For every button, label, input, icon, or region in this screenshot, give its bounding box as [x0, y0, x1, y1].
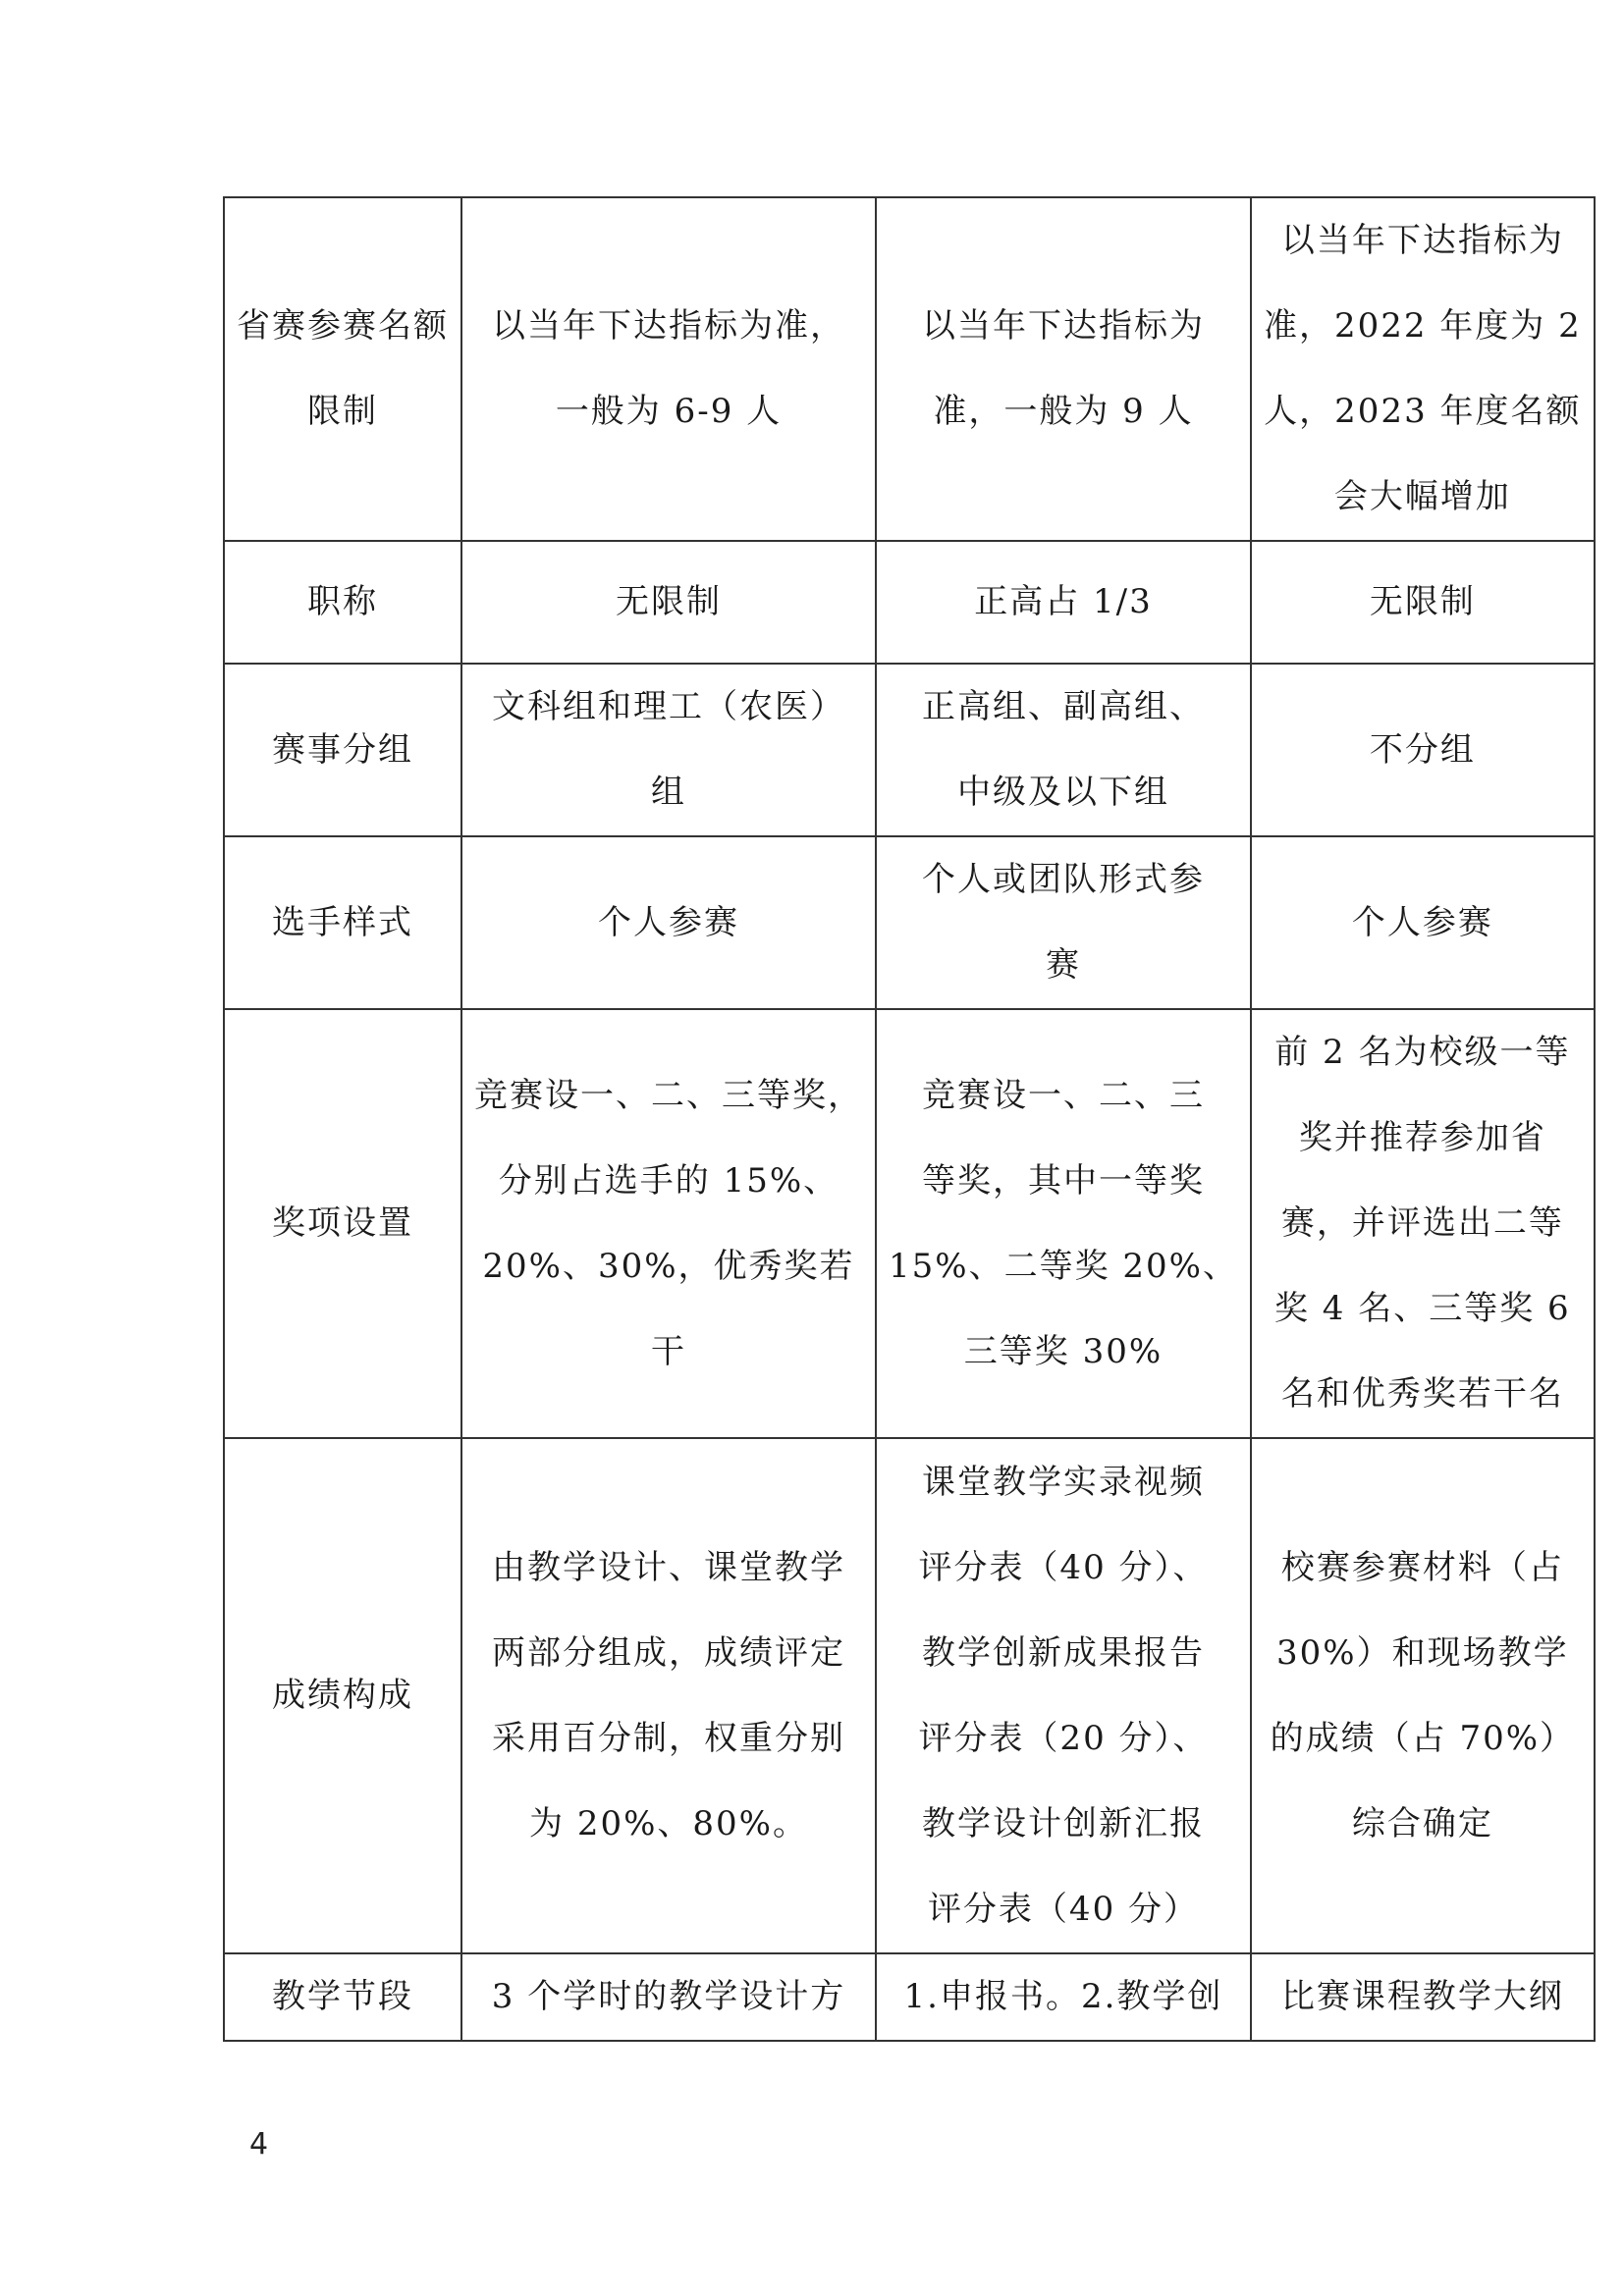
row-label-cell [224, 1953, 461, 2041]
table-cell [876, 836, 1251, 1009]
row-label-cell [224, 1009, 461, 1438]
table-cell [461, 836, 876, 1009]
cell-text-line: 赛 [1045, 945, 1081, 985]
row-label-cell [224, 836, 461, 1009]
cell-text-line: 文科组和理工（农医） [492, 687, 845, 726]
cell-text-line: 职称 [307, 582, 378, 621]
cell-text-line: 教学设计创新汇报 [921, 1803, 1205, 1843]
table-cell [876, 1953, 1251, 2041]
cell-text-line: 课堂教学实录视频 [921, 1462, 1205, 1502]
cell-text-line: 等奖，其中一等奖 [921, 1160, 1205, 1201]
cell-text-line: 教学创新成果报告 [921, 1632, 1205, 1673]
cell-text-line: 比赛课程教学大纲 [1280, 1977, 1564, 2016]
row-label-cell [224, 1438, 461, 1953]
cell-text-line: 赛，并评选出二等 [1280, 1203, 1564, 1243]
cell-text-line: 干 [651, 1331, 686, 1371]
table-cell [461, 197, 876, 541]
cell-text-line: 个人参赛 [598, 902, 739, 942]
cell-text-line: 赛事分组 [272, 729, 413, 770]
table-row [224, 541, 1595, 664]
cell-text-line: 人，2023 年度名额 [1264, 392, 1582, 431]
cell-text-line: 三等奖 30% [963, 1331, 1164, 1371]
table-cell [1251, 541, 1595, 664]
table-cell [876, 664, 1251, 836]
table-cell [876, 541, 1251, 664]
cell-text-line: 前 2 名为校级一等 [1274, 1033, 1571, 1072]
cell-text-line: 30%）和现场教学 [1276, 1632, 1569, 1673]
cell-text-line: 名和优秀奖若干名 [1280, 1374, 1564, 1414]
table-cell [1251, 1953, 1595, 2041]
table-row [224, 664, 1595, 836]
cell-text-line: 20%、30%，优秀奖若 [482, 1246, 855, 1286]
comparison-table [223, 196, 1596, 2042]
cell-text-line: 准，一般为 9 人 [933, 392, 1194, 431]
row-label-cell [224, 197, 461, 541]
cell-text-line: 组 [651, 773, 686, 812]
table-cell [461, 664, 876, 836]
table-row [224, 197, 1595, 541]
table-row [224, 1009, 1595, 1438]
cell-text-line: 评分表（40 分） [927, 1889, 1200, 1929]
cell-text-line: 两部分组成，成绩评定 [492, 1632, 845, 1673]
table-cell [1251, 1438, 1595, 1953]
table-cell [1251, 664, 1595, 836]
cell-text-line: 以当年下达指标为准， [492, 306, 845, 346]
cell-text-line: 准，2022 年度为 2 [1263, 306, 1582, 346]
table-cell [461, 1953, 876, 2041]
cell-text-line: 成绩构成 [272, 1676, 413, 1715]
table-row [224, 1953, 1595, 2041]
table-cell [461, 541, 876, 664]
cell-text-line: 竞赛设一、二、三等奖， [474, 1075, 863, 1115]
table-cell [1251, 197, 1595, 541]
cell-text-line: 中级及以下组 [956, 773, 1169, 812]
table-cell [876, 1009, 1251, 1438]
cell-text-line: 个人或团队形式参 [921, 860, 1205, 899]
table-row [224, 1438, 1595, 1953]
cell-text-line: 的成绩（占 70%） [1270, 1718, 1576, 1758]
cell-text-line: 采用百分制，权重分别 [492, 1718, 845, 1758]
cell-text-line: 限制 [307, 392, 378, 431]
cell-text-line: 由教学设计、课堂教学 [492, 1547, 845, 1587]
cell-text-line: 为 20%、80%。 [529, 1803, 808, 1843]
table-cell [1251, 836, 1595, 1009]
cell-text-line: 正高组、副高组、 [921, 687, 1205, 726]
cell-text-line: 3 个学时的教学设计方 [491, 1977, 846, 2016]
table-cell [461, 1438, 876, 1953]
cell-text-line: 校赛参赛材料（占 [1280, 1547, 1564, 1587]
cell-text-line: 教学节段 [272, 1977, 413, 2016]
row-label-cell [224, 664, 461, 836]
cell-text-line: 评分表（40 分）、 [918, 1547, 1209, 1587]
cell-text-line: 会大幅增加 [1333, 477, 1511, 516]
cell-text-line: 无限制 [1369, 582, 1476, 621]
cell-text-line: 个人参赛 [1351, 902, 1493, 942]
table-cell [876, 197, 1251, 541]
cell-text-line: 综合确定 [1351, 1803, 1493, 1843]
table-cell [461, 1009, 876, 1438]
cell-text-line: 不分组 [1369, 729, 1476, 770]
table-cell [876, 1438, 1251, 1953]
cell-text-line: 以当年下达指标为 [1280, 221, 1564, 260]
cell-text-line: 选手样式 [272, 902, 413, 942]
cell-text-line: 正高占 1/3 [974, 582, 1153, 621]
cell-text-line: 奖 4 名、三等奖 6 [1274, 1289, 1571, 1328]
cell-text-line: 评分表（20 分）、 [918, 1718, 1209, 1758]
cell-text-line: 无限制 [616, 582, 722, 621]
table-body [224, 197, 1595, 2041]
row-label-cell [224, 541, 461, 664]
cell-text-line: 以当年下达指标为 [921, 306, 1205, 346]
cell-text-line: 15%、二等奖 20%、 [889, 1246, 1238, 1286]
cell-text-line: 竞赛设一、二、三 [921, 1075, 1205, 1115]
cell-text-line: 分别占选手的 15%、 [498, 1160, 839, 1201]
page-number: 4 [249, 2127, 269, 2162]
cell-text-line: 一般为 6-9 人 [555, 392, 783, 431]
cell-text-line: 省赛参赛名额 [237, 306, 449, 346]
cell-text-line: 奖项设置 [272, 1203, 413, 1243]
cell-text-line: 奖并推荐参加省 [1298, 1118, 1546, 1157]
table-row [224, 836, 1595, 1009]
cell-text-line: 1.申报书。2.教学创 [903, 1977, 1223, 2016]
table-cell [1251, 1009, 1595, 1438]
